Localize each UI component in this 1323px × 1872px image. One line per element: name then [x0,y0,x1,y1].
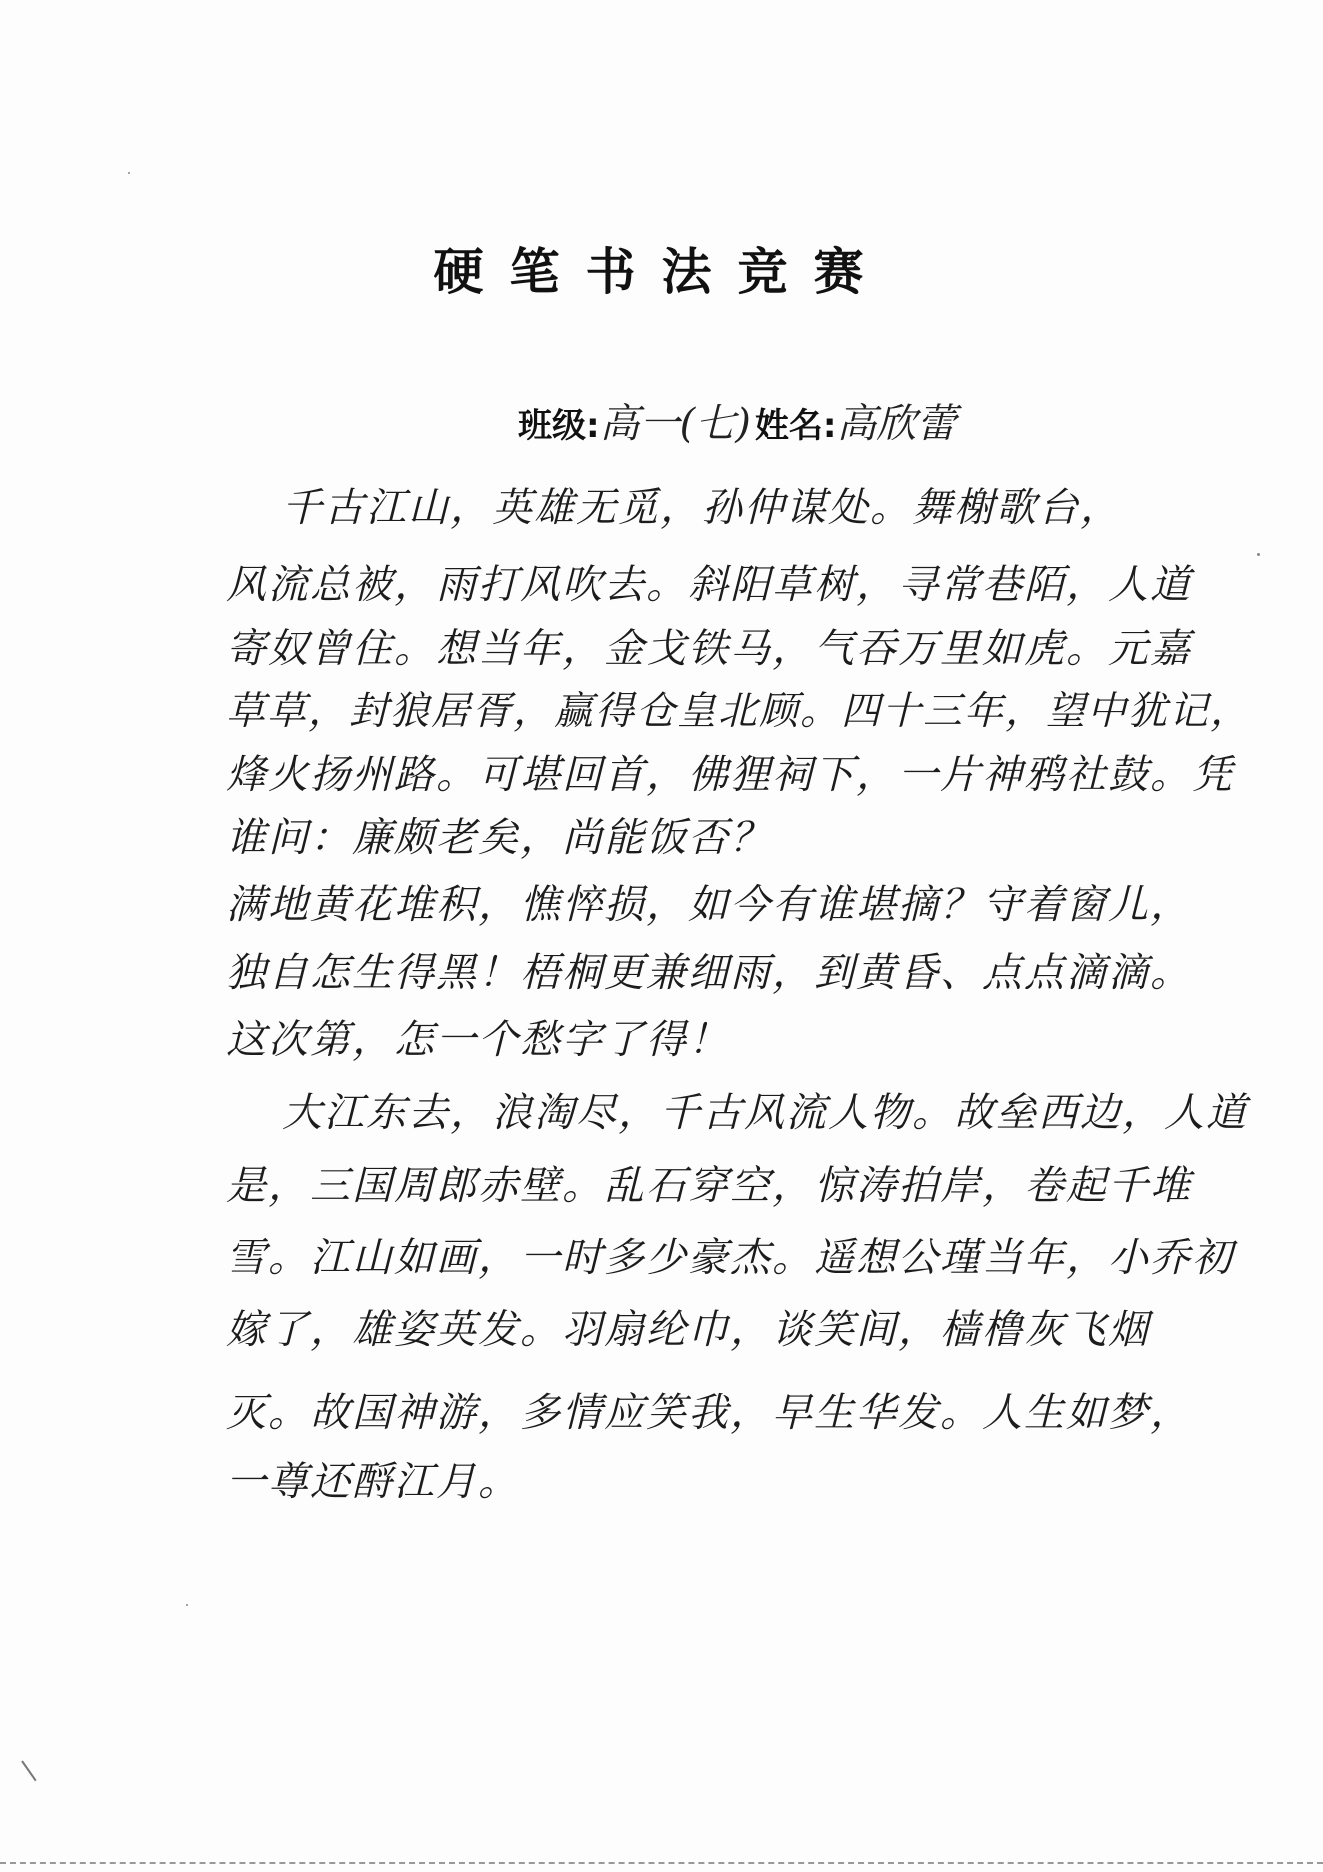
text-line: 嫁了，雄姿英发。羽扇纶巾，谈笑间，樯橹灰飞烟 [226,1307,1150,1353]
text-line: 烽火扬州路。可堪回首，佛狸祠下，一片神鸦社鼓。凭 [226,752,1234,798]
text-line: 雪。江山如画，一时多少豪杰。遥想公瑾当年，小乔初 [226,1235,1234,1281]
text-line: 草草，封狼居胥，赢得仓皇北顾。四十三年，望中犹记， [226,689,1252,734]
scan-speck [186,1604,188,1606]
name-label: 姓名: [754,406,837,446]
page-title: 硬笔书法竞赛 [433,242,890,301]
text-line: 风流总被，雨打风吹去。斜阳草树，寻常巷陌，人道 [226,562,1192,608]
scan-speck [1257,553,1260,556]
name-value: 高欣蕾 [836,401,957,447]
text-line: 谁问：廉颇老矣，尚能饭否？ [226,815,772,861]
text-line: 寄奴曾住。想当年，金戈铁马，气吞万里如虎。元嘉 [226,626,1192,672]
student-info [518,392,960,449]
text-line: 千古江山，英雄无觅，孙仲谋处。舞榭歌台， [282,485,1122,531]
class-label: 班级: [518,406,600,446]
text-line: 大江东去，浪淘尽，千古风流人物。故垒西边，人道 [282,1090,1248,1136]
text-line: 满地黄花堆积，憔悴损，如今有谁堪摘？守着窗儿， [226,882,1192,928]
scan-bottom-edge [0,1862,1323,1864]
text-line: 独自怎生得黑！梧桐更兼细雨，到黄昏、点点滴滴。 [226,950,1192,996]
text-line: 灭。故国神游，多情应笑我，早生华发。人生如梦， [226,1390,1192,1436]
text-line: 一尊还酹江月。 [226,1459,520,1505]
text-line: 是，三国周郎赤壁。乱石穿空，惊涛拍岸，卷起千堆 [226,1163,1192,1209]
scan-speck [128,172,130,174]
scan-edge-mark [21,1760,36,1781]
text-line: 这次第，怎一个愁字了得！ [226,1017,730,1063]
class-value: 高一(七) [599,401,751,447]
